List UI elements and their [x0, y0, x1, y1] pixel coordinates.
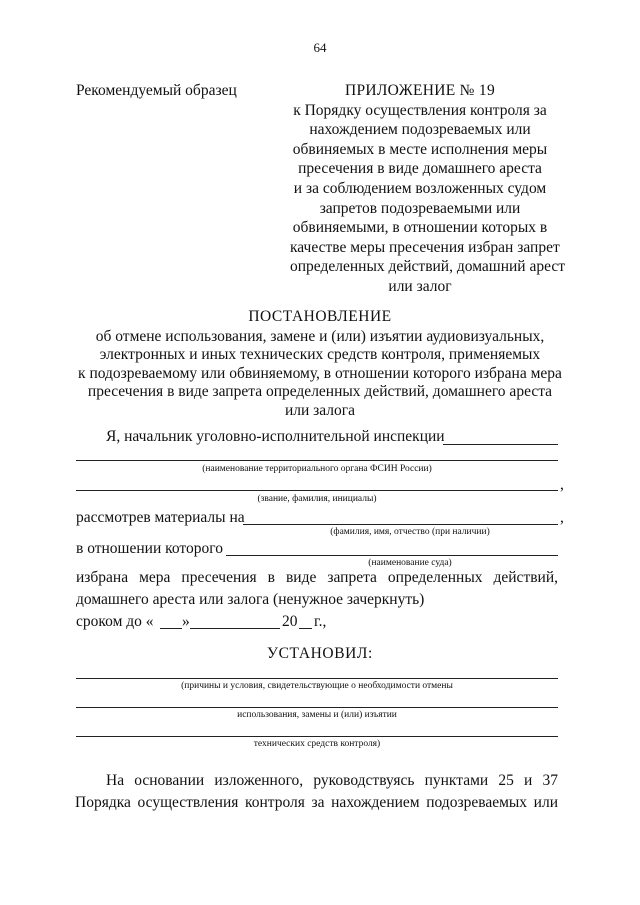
established-heading: УСТАНОВИЛ: — [267, 645, 373, 662]
inspection-name-field[interactable] — [443, 444, 558, 445]
measure-line-2: домашнего ареста или залога (ненужное зачеркнуть) — [76, 591, 425, 608]
appendix-line: обвиняемых в месте исполнения меры — [292, 140, 548, 158]
caption-reasons-1: (причины и условия, свидетельствующие о необходимости отмены — [181, 681, 453, 691]
appendix-line: запретов подозреваемыми или — [319, 199, 521, 217]
decree-subtitle-line: или залога — [284, 401, 356, 419]
decree-header — [60, 308, 580, 421]
appendix-line: определенных действий, домашний арест — [290, 258, 566, 276]
term-day-field[interactable] — [160, 628, 182, 629]
term-quote-close: » — [182, 613, 190, 630]
person-fullname-field[interactable] — [243, 524, 558, 525]
decree-subtitle-line: пресечения в виде запрета определенных действий, домашнего ареста — [87, 383, 553, 401]
caption-reasons-2: использования, замены и (или) изъятии — [237, 710, 397, 720]
appendix-title: ПРИЛОЖЕНИЕ № 19 — [344, 82, 496, 99]
term-year-field[interactable] — [299, 628, 312, 629]
term-month-field[interactable] — [190, 628, 280, 629]
appendix-line: обвиняемыми, в отношении которых в — [292, 219, 548, 237]
appendix-line: пресечения в виде домашнего ареста — [298, 160, 542, 178]
appendix-line: качестве меры пресечения избран запрет — [290, 238, 560, 256]
regarding-label: в отношении которого — [76, 540, 223, 557]
caption-fullname: (фамилия, имя, отчество (при наличии) — [330, 527, 490, 537]
recommended-sample-label: Рекомендуемый образец — [76, 82, 237, 99]
territorial-body-field[interactable] — [76, 460, 558, 461]
intro-text: Я, начальник уголовно-исполнительной инспекции — [106, 428, 445, 445]
decree-subtitle-line: об отмене использования, замене и (или) изъятии аудиовизуальных, — [95, 327, 545, 345]
decree-subtitle-line: электронных и иных технических средств контроля, применяемых — [99, 346, 541, 364]
term-year-prefix: 20 — [282, 613, 298, 630]
appendix-line: и за соблюдением возложенных судом — [293, 179, 547, 197]
appendix-line: к Порядку осуществления контроля за — [293, 101, 547, 119]
court-name-field[interactable] — [226, 555, 558, 556]
page-number: 64 — [313, 40, 327, 55]
comma-mark: , — [560, 476, 564, 493]
decree-subtitle-line: к подозреваемому или обвиняемому, в отношении которого избрана мера — [78, 364, 562, 382]
closing-paragraph — [75, 770, 558, 814]
reasons-field-3[interactable] — [76, 736, 558, 737]
closing-line-1: На основании изложенного, руководствуясь пунктами 25 и 37 — [106, 772, 558, 789]
closing-line-2: Порядка осуществления контроля за нахождением подозреваемых или — [75, 794, 558, 811]
caption-reasons-3: технических средств контроля) — [253, 739, 381, 749]
measure-line-1: избрана мера пресечения в виде запрета определенных действий, — [76, 569, 558, 586]
caption-rank: (звание, фамилия, инициалы) — [257, 494, 377, 504]
reviewed-materials-label: рассмотрев материалы на — [76, 509, 245, 526]
caption-court: (наименование суда) — [368, 558, 452, 568]
comma-mark: , — [560, 509, 564, 526]
term-suffix: г., — [314, 613, 327, 630]
appendix-line: нахождением подозреваемых или — [309, 121, 531, 139]
appendix-line: или залог — [388, 277, 452, 295]
appendix-block — [290, 81, 566, 297]
reasons-field-1[interactable] — [76, 678, 558, 679]
term-prefix: сроком до « — [76, 613, 154, 630]
caption-territorial-body: (наименование территориального органа ФСИН России) — [202, 464, 432, 474]
rank-name-field[interactable] — [76, 490, 558, 491]
reasons-field-2[interactable] — [76, 707, 558, 708]
decree-title: ПОСТАНОВЛЕНИЕ — [248, 308, 392, 325]
